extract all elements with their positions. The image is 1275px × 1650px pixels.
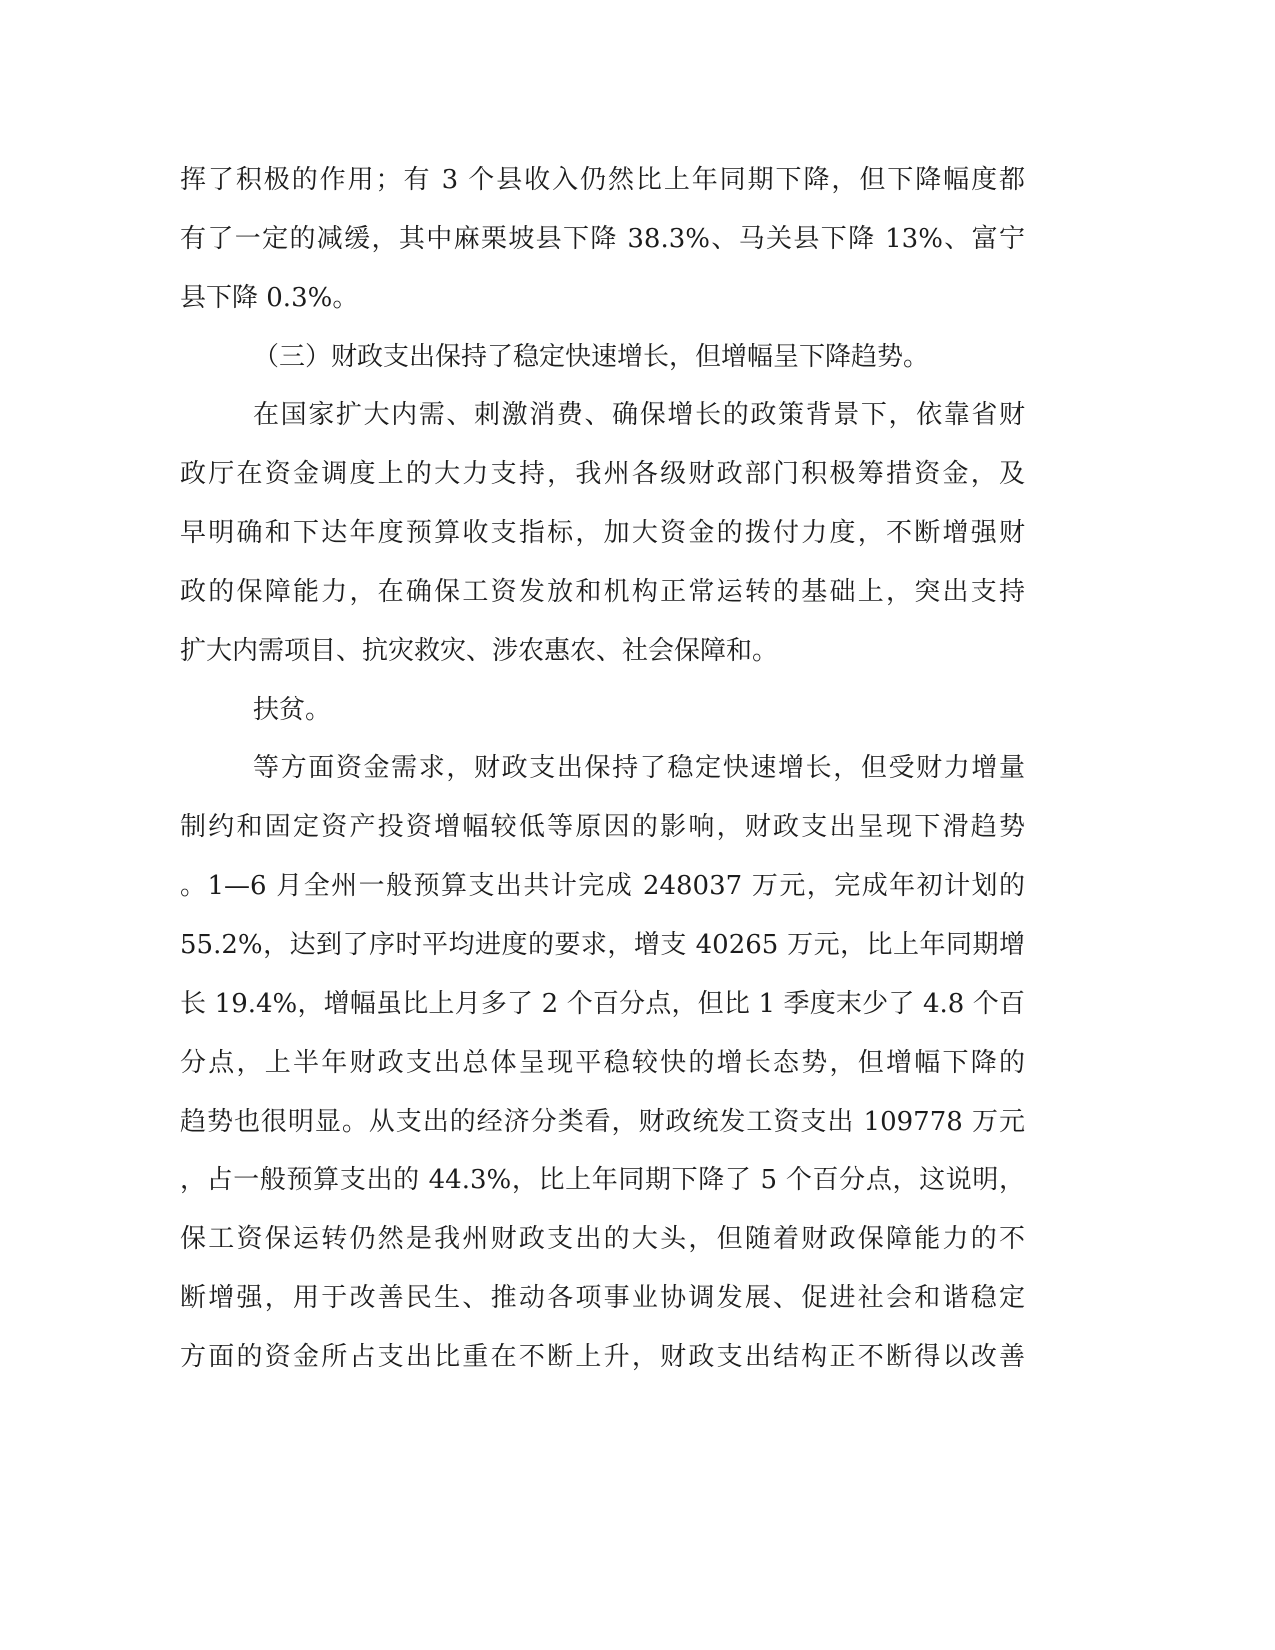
text-line: 等方面资金需求，财政支出保持了稳定快速增长，但受财力增量 [253, 753, 1025, 784]
section-heading-text: （三）财政支出保持了稳定快速增长，但增幅呈下降趋势。 [253, 341, 930, 372]
text-line: 县下降 0.3%。 [180, 282, 359, 313]
text-line: 扶贫。 [253, 694, 332, 725]
text-line: 挥了积极的作用；有 3 个县收入仍然比上年同期下降，但下降幅度都 [180, 165, 1025, 195]
text-line: ，占一般预算支出的 44.3%，比上年同期下降了 5 个百分点，这说明， [180, 1165, 1025, 1196]
text-line: 在国家扩大内需、刺激消费、确保增长的政策背景下，依靠省财 [253, 400, 1025, 431]
text-line: 有了一定的减缓，其中麻栗坡县下降 38.3%、马关县下降 13%、富宁 [180, 223, 1025, 254]
paragraph-poverty [180, 681, 1025, 740]
text-line: 保工资保运转仍然是我州财政支出的大头，但随着财政保障能力的不 [180, 1224, 1025, 1255]
text-line: 政的保障能力，在确保工资发放和机构正常运转的基础上，突出支持 [180, 576, 1025, 607]
text-line: 趋势也很明显。从支出的经济分类看，财政统发工资支出 109778 万元 [180, 1106, 1025, 1137]
text-line: 断增强，用于改善民生、推动各项事业协调发展、促进社会和谐稳定 [180, 1283, 1025, 1314]
text-line: 分点，上半年财政支出总体呈现平稳较快的增长态势，但增幅下降的 [180, 1047, 1025, 1078]
paragraph-expenditure-details [180, 739, 1025, 1386]
text-line: 。1—6 月全州一般预算支出共计完成 248037 万元，完成年初计划的 [180, 871, 1025, 902]
paragraph-revenue-continued [180, 151, 1025, 328]
text-line: 方面的资金所占支出比重在不断上升，财政支出结构正不断得以改善 [180, 1341, 1025, 1372]
text-line: 扩大内需项目、抗灾救灾、涉农惠农、社会保障和。 [180, 635, 779, 666]
text-line: 制约和固定资产投资增幅较低等原因的影响，财政支出呈现下滑趋势 [180, 812, 1025, 843]
document-body [180, 151, 1025, 1387]
text-line: 政厅在资金调度上的大力支持，我州各级财政部门积极筹措资金，及 [180, 459, 1025, 490]
paragraph-expenditure-support [180, 386, 1025, 680]
text-line: 长 19.4%，增幅虽比上月多了 2 个百分点，但比 1 季度末少了 4.8 个百 [180, 988, 1025, 1019]
text-line: 55.2%，达到了序时平均进度的要求，增支 40265 万元，比上年同期增 [180, 929, 1025, 960]
section-heading [180, 328, 1025, 387]
text-line: 早明确和下达年度预算收支指标，加大资金的拨付力度，不断增强财 [180, 518, 1025, 549]
